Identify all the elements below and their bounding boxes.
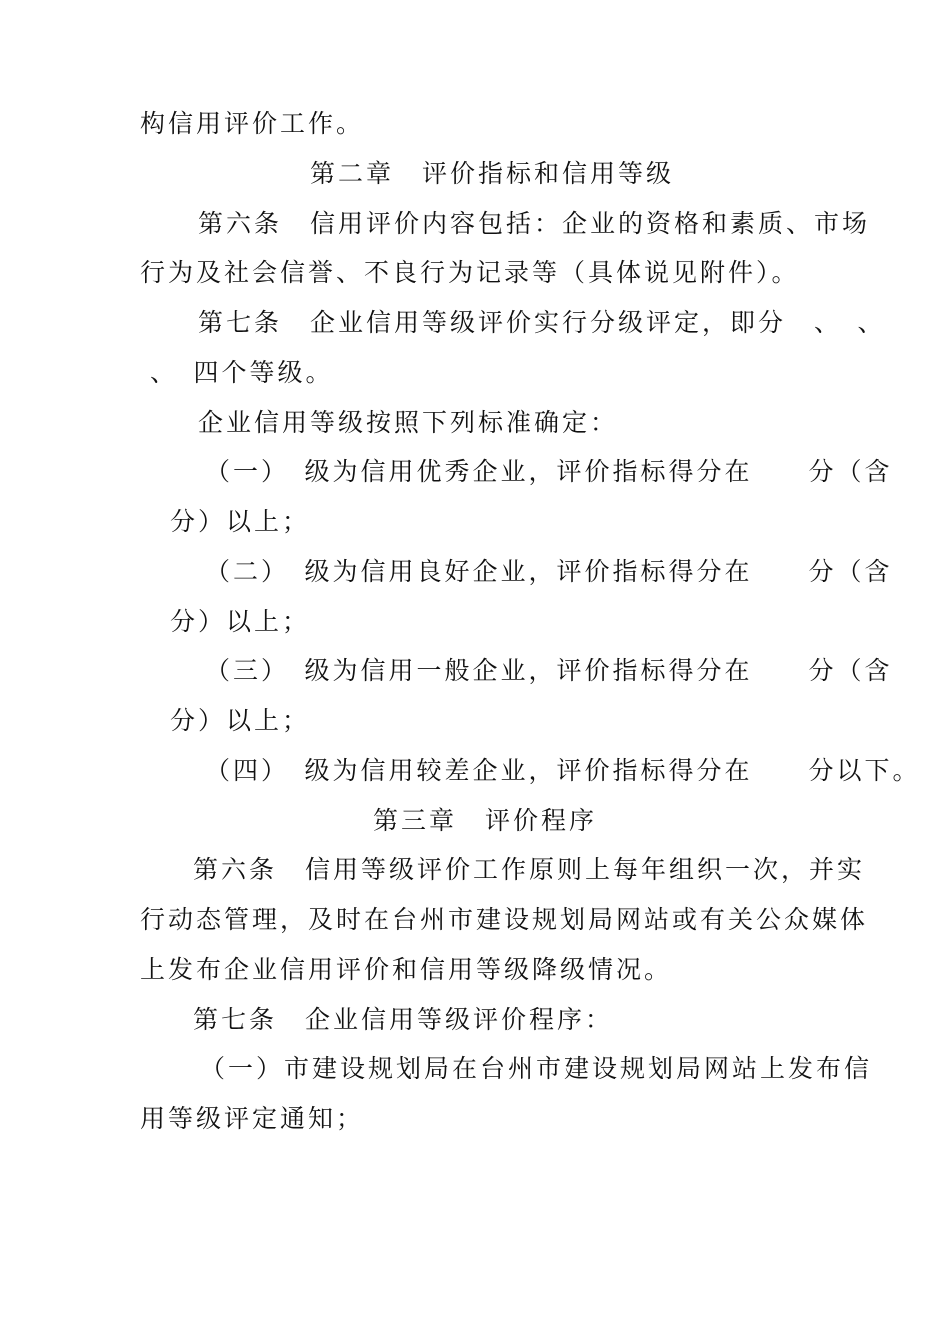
chapter-2-heading: 第二章 评价指标和信用等级 bbox=[310, 159, 675, 188]
procedure-step-1-line-1: （一）市建设规划局在台州市建设规划局网站上发布信 bbox=[200, 1054, 873, 1083]
criteria-2-line-1: （二） 级为信用良好企业，评价指标得分在 分（含 bbox=[205, 557, 893, 586]
criteria-1-line-2: 分）以上； bbox=[170, 507, 311, 536]
criteria-2-line-2: 分）以上； bbox=[170, 607, 311, 636]
criteria-intro: 企业信用等级按照下列标准确定： bbox=[198, 408, 619, 437]
chapter-3-heading: 第三章 评价程序 bbox=[373, 806, 598, 835]
article-7-line-1: 第七条 企业信用等级评价实行分级评定，即分 、 、 bbox=[198, 308, 886, 337]
procedure-article-7-line: 第七条 企业信用等级评价程序： bbox=[193, 1005, 614, 1034]
procedure-article-6-line-3: 上发布企业信用评价和信用等级降级情况。 bbox=[140, 955, 673, 984]
criteria-1-line-1: （一） 级为信用优秀企业，评价指标得分在 分（含 bbox=[205, 457, 893, 486]
article-6-line-1: 第六条 信用评价内容包括：企业的资格和素质、市场 bbox=[198, 209, 871, 238]
article-7-line-2: 、 四个等级。 bbox=[150, 358, 334, 387]
criteria-4-line: （四） 级为信用较差企业，评价指标得分在 分以下。 bbox=[205, 756, 921, 785]
criteria-3-line-2: 分）以上； bbox=[170, 706, 311, 735]
procedure-article-6-line-1: 第六条 信用等级评价工作原则上每年组织一次，并实 bbox=[193, 855, 866, 884]
article-6-line-2: 行为及社会信誉、不良行为记录等（具体说见附件）。 bbox=[140, 258, 800, 287]
procedure-step-1-line-2: 用等级评定通知； bbox=[140, 1104, 365, 1133]
criteria-3-line-1: （三） 级为信用一般企业，评价指标得分在 分（含 bbox=[205, 656, 893, 685]
procedure-article-6-line-2: 行动态管理，及时在台州市建设规划局网站或有关公众媒体 bbox=[140, 905, 869, 934]
text-line-1: 构信用评价工作。 bbox=[140, 109, 365, 138]
